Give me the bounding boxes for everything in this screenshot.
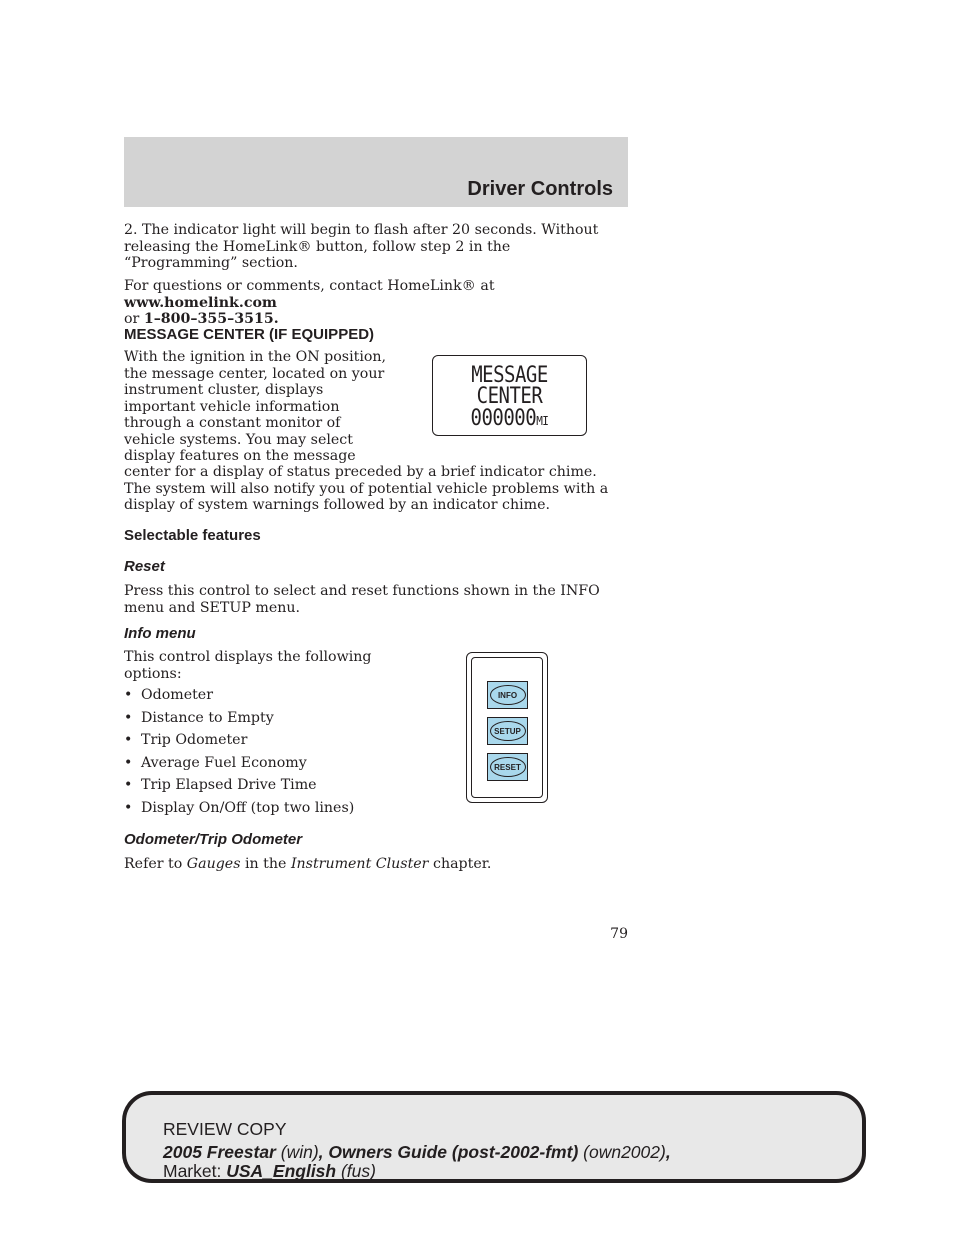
contact-or: or (124, 311, 144, 327)
reset-text: Press this control to select and reset functions shown in the INFO menu and SETUP menu. (124, 583, 600, 616)
list-item: • Odometer (124, 687, 354, 710)
option-label: Average Fuel Economy (141, 754, 307, 771)
option-label: Trip Elapsed Drive Time (141, 777, 317, 794)
mc-line: display features on the message (124, 448, 356, 464)
info-button[interactable] (487, 681, 528, 709)
display-line-2: CENTER (476, 383, 543, 409)
review-guide-line (163, 1142, 671, 1163)
setup-button[interactable] (487, 717, 528, 745)
header-band (124, 137, 628, 207)
homelink-contact-text (124, 278, 628, 328)
reset-button-label: RESET (490, 757, 526, 777)
mc-line: vehicle systems. You may select (124, 431, 353, 448)
review-copy-label: REVIEW COPY (163, 1119, 287, 1139)
odometer-unit: MI (536, 413, 549, 429)
setup-button-label: SETUP (490, 721, 526, 741)
reset-button[interactable] (487, 753, 528, 781)
message-center-heading: MESSAGE CENTER (IF EQUIPPED) (124, 326, 375, 343)
option-label: Odometer (141, 687, 213, 703)
model-code: (win) (275, 1142, 319, 1162)
info-menu-heading: Info menu (124, 625, 196, 642)
display-line-1: MESSAGE (471, 362, 548, 388)
info-intro-line: options: (124, 665, 182, 682)
info-button-label: INFO (490, 685, 526, 705)
market-code: (fus) (336, 1161, 376, 1181)
contact-prefix: For questions or comments, contact HomeLink® at (124, 278, 495, 294)
list-item: • Display On/Off (top two lines) (124, 800, 354, 823)
message-center-intro (124, 349, 424, 465)
display-odometer (433, 405, 586, 430)
comma: , (665, 1142, 671, 1162)
review-market-line (163, 1161, 376, 1182)
message-center-display (432, 355, 587, 436)
chapter-text: chapter. (428, 856, 492, 872)
homelink-step-text: 2. The indicator light will begin to flash after 20 seconds. Without releasing the HomeLink® button, follow step 2 in the “Programming” section. (124, 222, 599, 271)
message-center-controls (466, 652, 548, 803)
list-item: • Trip Elapsed Drive Time (124, 777, 354, 800)
message-center-continued: center for a display of status preceded by a brief indicator chime. The system will also notify you of potential vehicle problems with a display of system warnings followed by an indicator chime. (124, 464, 609, 513)
gauges-ref: Gauges (186, 856, 241, 872)
mc-line: through a constant monitor of (124, 415, 341, 431)
page-number: 79 (610, 926, 628, 942)
market-value: USA_English (226, 1161, 337, 1181)
cluster-ref: Instrument Cluster (290, 856, 429, 872)
odometer-text (124, 856, 628, 873)
odometer-heading: Odometer/Trip Odometer (124, 831, 303, 848)
info-intro-line: This control displays the following (124, 649, 372, 665)
control-panel-inner (471, 657, 543, 798)
mc-line: the message center, located on your (124, 365, 385, 382)
homelink-phone: 1–800–355–3515. (143, 311, 279, 327)
in-the-text: in the (240, 856, 291, 872)
info-options-list (124, 687, 354, 823)
option-label: Trip Odometer (141, 732, 248, 749)
review-copy-box (122, 1091, 866, 1183)
mc-line: important vehicle information (124, 398, 340, 415)
info-menu-intro (124, 649, 424, 682)
reset-heading: Reset (124, 558, 165, 575)
list-item: • Average Fuel Economy (124, 755, 354, 778)
section-title: Driver Controls (467, 178, 613, 200)
list-item: • Distance to Empty (124, 710, 354, 733)
odometer-value: 000000 (470, 405, 537, 431)
market-label: Market: (163, 1161, 227, 1181)
list-item: • Trip Odometer (124, 732, 354, 755)
refer-text: Refer to (124, 856, 187, 872)
mc-line: With the ignition in the ON position, (124, 349, 387, 365)
homelink-url: www.homelink.com (124, 294, 277, 311)
guide-name: , Owners Guide (post-2002-fmt) (318, 1142, 579, 1162)
option-label: Distance to Empty (141, 709, 274, 726)
selectable-features-heading: Selectable features (124, 527, 261, 544)
option-label: Display On/Off (top two lines) (141, 799, 355, 816)
mc-line: instrument cluster, displays (124, 382, 324, 398)
model-name: 2005 Freestar (163, 1142, 276, 1162)
guide-code: (own2002) (578, 1142, 666, 1162)
